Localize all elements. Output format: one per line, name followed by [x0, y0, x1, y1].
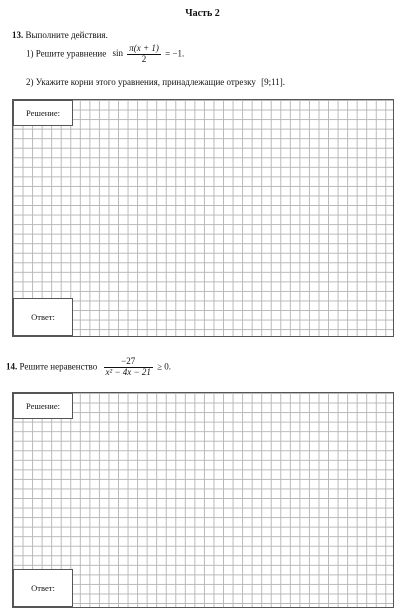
task14-answer-label-box	[13, 569, 73, 607]
task13-fraction	[127, 44, 161, 65]
task13-func: sin	[112, 48, 124, 59]
task13-fraction-denominator: 2	[141, 53, 147, 64]
task14-fraction-denominator: x² − 4x − 21	[105, 366, 151, 377]
task14-prefix: Решите неравенство	[19, 361, 98, 372]
task14-header	[6, 357, 171, 378]
task14-rhs: ≥ 0.	[157, 361, 172, 372]
task13-item1	[26, 44, 184, 65]
task13-answer-label: Ответ:	[31, 312, 55, 322]
task13-item1-prefix: 1) Решите уравнение	[26, 48, 107, 59]
task14-fraction	[104, 357, 153, 378]
task13-solution-label-box	[13, 100, 73, 126]
task14-solution-label-box	[13, 393, 73, 419]
task14-solution-label: Решение:	[26, 401, 60, 411]
task13-answer-label-box	[13, 298, 73, 336]
task13-header	[12, 30, 108, 40]
task13-item2-prefix: 2) Укажите корни этого уравнения, принадлежащие отрезку	[26, 77, 256, 87]
task13-item1-rhs: = −1.	[165, 48, 185, 59]
task13-item2	[26, 77, 285, 87]
part-title: Часть 2	[185, 8, 220, 19]
task13-number: 13.	[12, 30, 24, 40]
task13-instruction: Выполните действия.	[25, 30, 108, 40]
task13-interval: [9;11].	[261, 77, 286, 87]
task13-solution-label: Решение:	[26, 108, 60, 118]
task13-solution-grid[interactable]	[12, 99, 394, 337]
task14-solution-grid[interactable]	[12, 392, 394, 608]
task14-answer-label: Ответ:	[31, 583, 55, 593]
task14-fraction-numerator: −27	[104, 357, 153, 368]
task13-fraction-numerator: π(x + 1)	[129, 43, 159, 53]
task14-number: 14.	[6, 361, 18, 372]
